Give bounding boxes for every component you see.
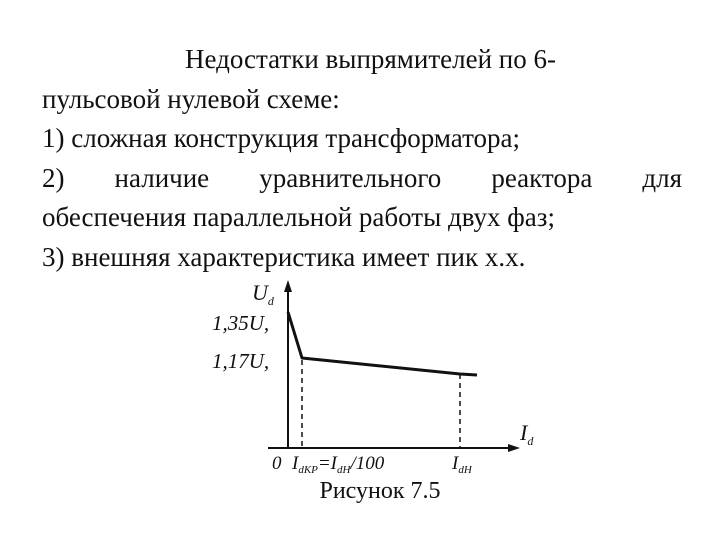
text-line-3: 1) сложная конструкция трансформатора; bbox=[42, 123, 520, 153]
x-axis-label: $I_d$ bbox=[520, 420, 534, 448]
y-axis-arrow bbox=[284, 280, 292, 292]
text-line-4: 2) наличие уравнительного реактора для bbox=[42, 162, 682, 193]
text-line-2: пульсовой нулевой схеме: bbox=[42, 83, 340, 114]
x-axis-arrow bbox=[508, 444, 520, 452]
y-axis-label: $U_d$ bbox=[252, 280, 274, 308]
text-line-1: Недостатки выпрямителей по 6- bbox=[185, 44, 556, 74]
text-line-6: 3) внешняя характеристика имеет пик х.х. bbox=[42, 241, 526, 272]
origin-label: 0 bbox=[272, 453, 282, 474]
x-tick-idn: $I_{dH}$ bbox=[452, 453, 472, 476]
x-tick-idkr: $I_{dКР}=I_{dH}/100$ bbox=[292, 453, 385, 476]
text-line-5: обеспечения параллельной работы двух фаз; bbox=[42, 202, 555, 232]
external-characteristic-curve bbox=[288, 312, 477, 375]
y-tick-1-17: 1,17U, bbox=[212, 349, 270, 373]
figure-caption: Рисунок 7.5 bbox=[319, 478, 441, 504]
y-tick-1-35: 1,35U, bbox=[212, 311, 270, 335]
